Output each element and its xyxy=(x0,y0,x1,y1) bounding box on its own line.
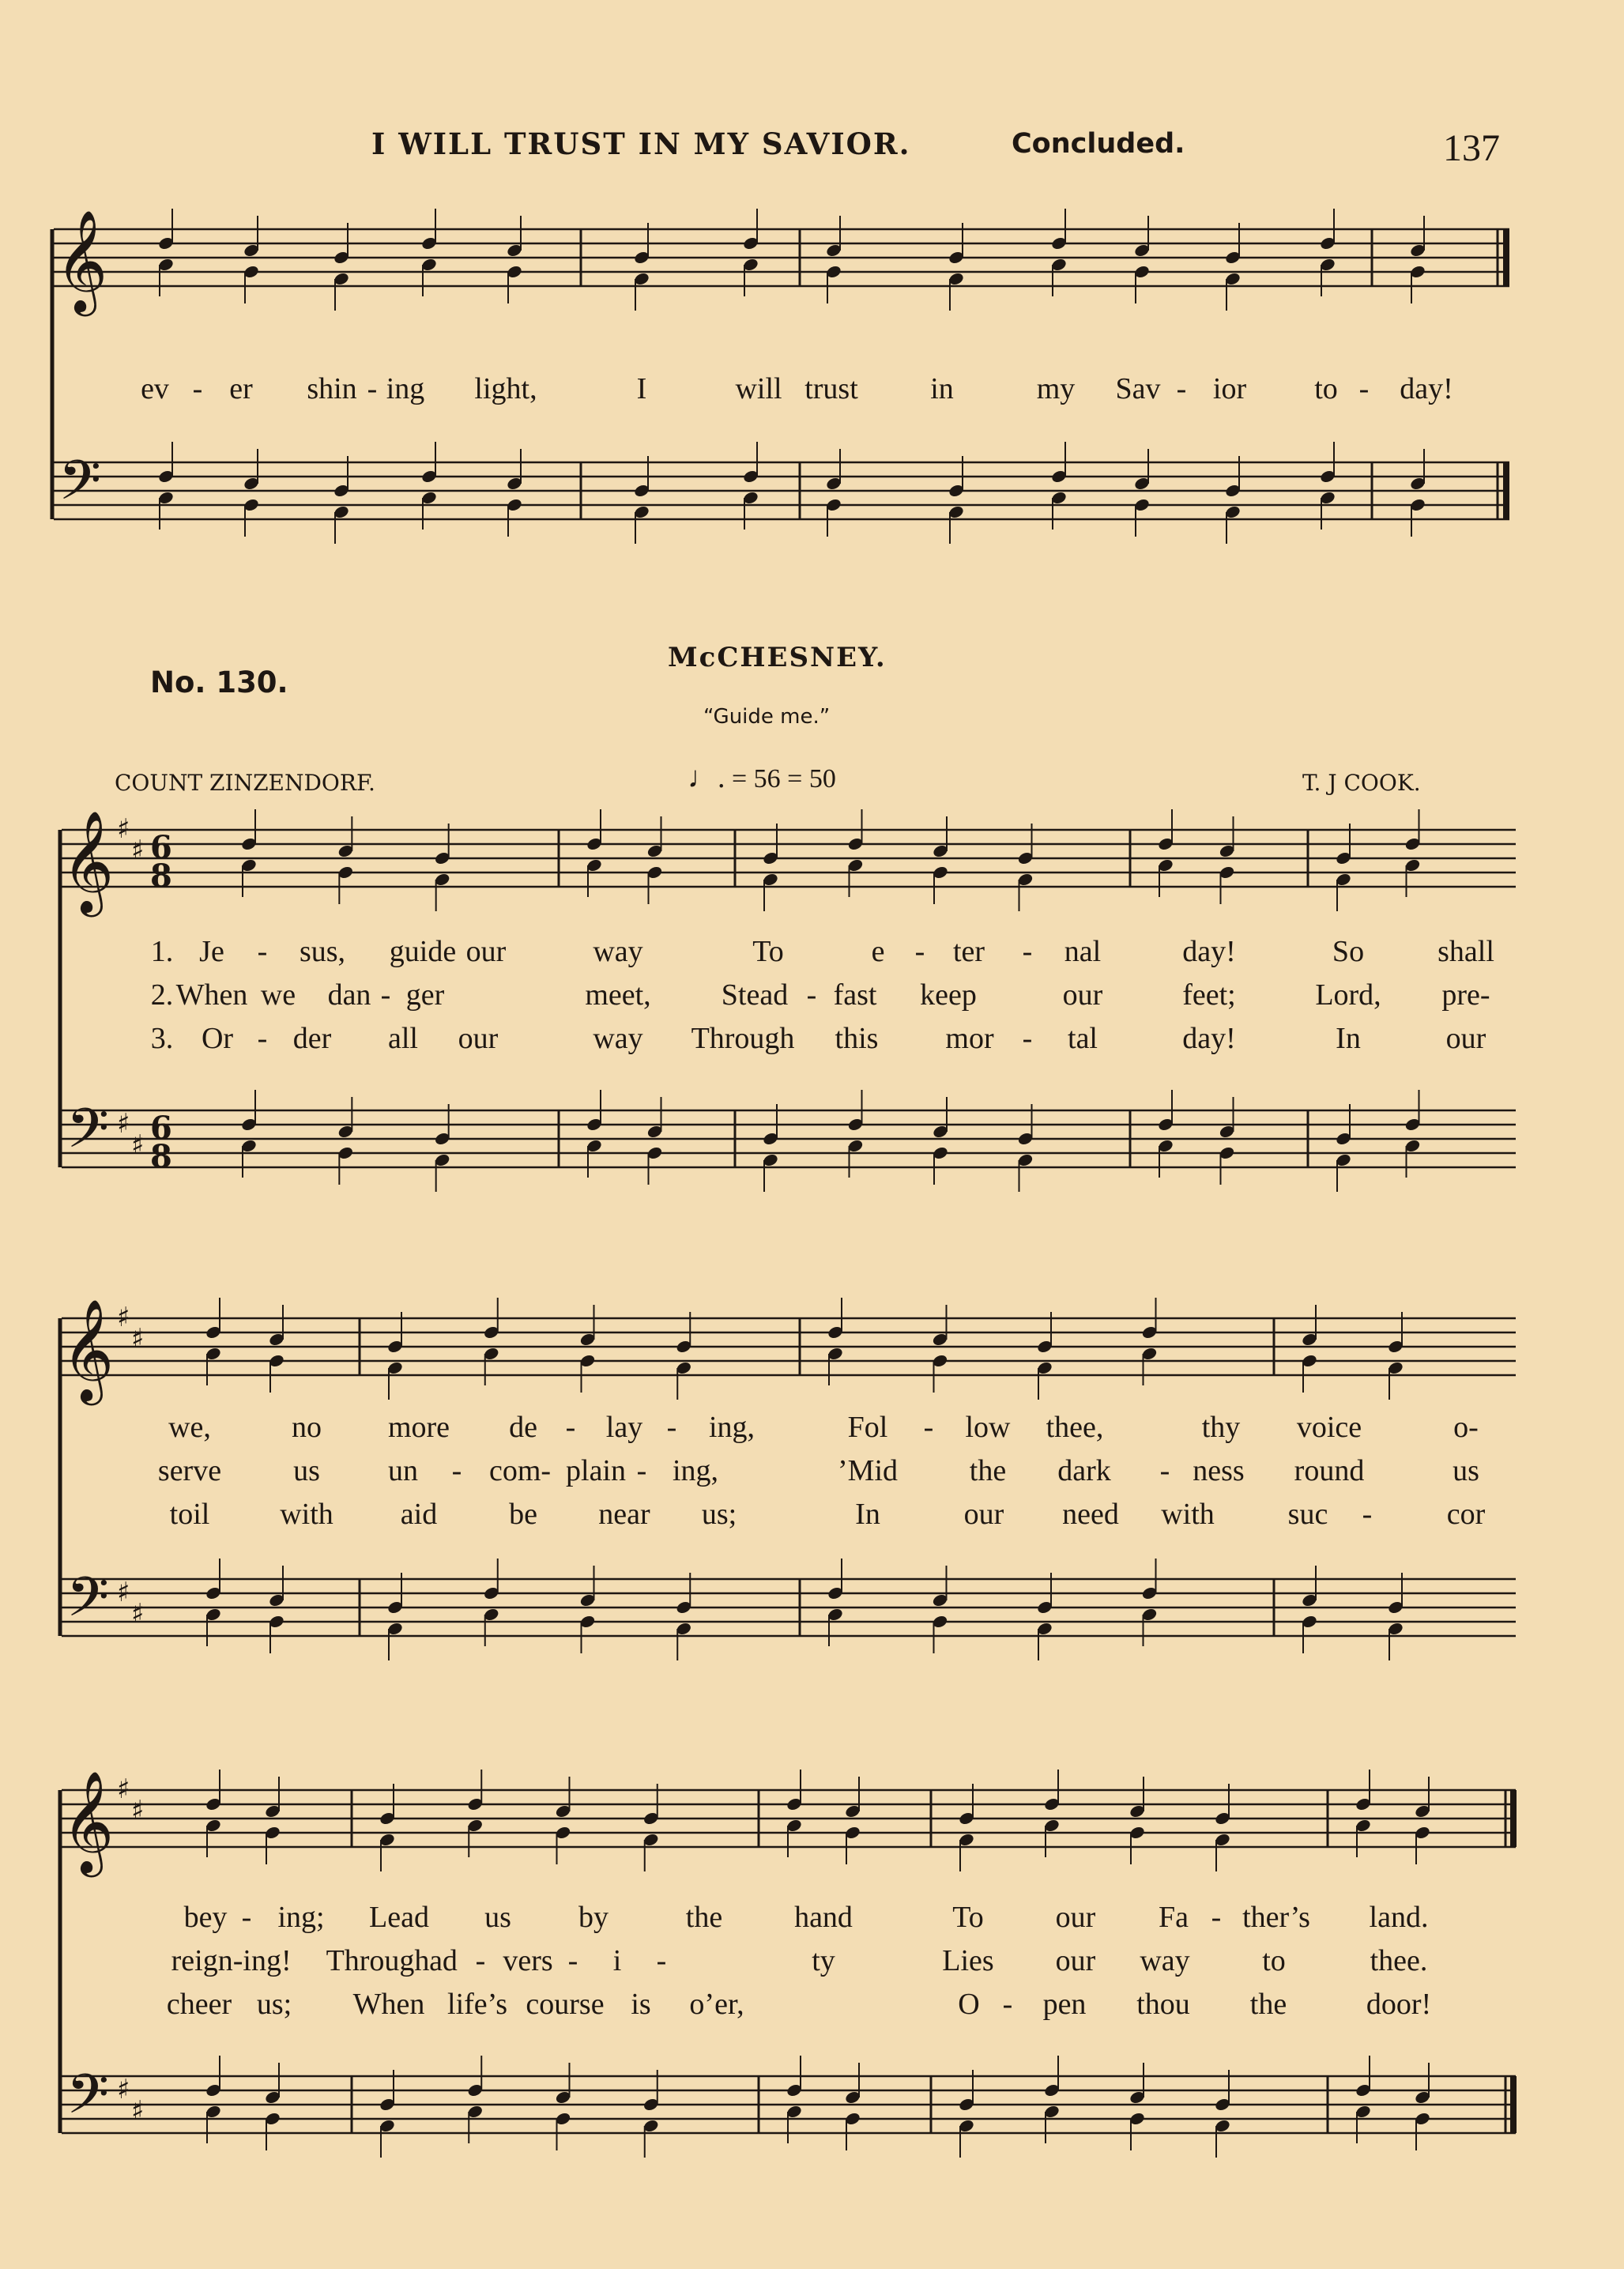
lyric-syllable: - xyxy=(257,1022,268,1055)
lyric-syllable: to xyxy=(1314,372,1338,405)
lyric-syllable: voice xyxy=(1296,1411,1362,1444)
lyric-syllable: 3. xyxy=(150,1022,174,1055)
lyric-syllable: 1. xyxy=(150,935,174,968)
sharp-icon: ♯ xyxy=(131,835,145,866)
hymn-number: No. 130. xyxy=(150,665,288,699)
lyric-syllable: more xyxy=(387,1411,450,1444)
lyric-syllable: - xyxy=(1002,1988,1013,2021)
lyric-syllable: cor xyxy=(1446,1498,1486,1531)
lyric-syllable: way xyxy=(1140,1944,1190,1977)
lyric-syllable: my xyxy=(1036,372,1076,405)
lyric-syllable: ev xyxy=(141,372,169,405)
sharp-icon: ♯ xyxy=(117,1108,130,1140)
lyric-syllable: door! xyxy=(1366,1988,1432,2021)
lyric-syllable: shall xyxy=(1437,935,1494,968)
lyric-syllable: e xyxy=(871,935,885,968)
lyric-syllable: bey xyxy=(183,1901,228,1934)
lyric-syllable: our xyxy=(963,1498,1004,1531)
bass-clef-icon: 𝄢 xyxy=(58,448,102,526)
lyric-syllable: this xyxy=(835,1022,879,1055)
lyric-syllable: low xyxy=(965,1411,1011,1444)
lyric-syllable: aid xyxy=(400,1498,438,1531)
lyric-syllable: we, xyxy=(168,1411,211,1444)
lyric-syllable: - xyxy=(1211,1901,1222,1934)
lyric-syllable: In xyxy=(1336,1022,1361,1055)
tune-title: McCHESNEY. xyxy=(668,642,887,673)
lyric-syllable: way xyxy=(593,1022,643,1055)
lyric-syllable: our xyxy=(465,935,507,968)
lyric-syllable: cheer xyxy=(166,1988,232,2021)
lyric-syllable: - xyxy=(636,1454,647,1487)
lyric-syllable: our xyxy=(1445,1022,1486,1055)
lyric-syllable: ter xyxy=(952,935,985,968)
lyric-syllable: thy xyxy=(1201,1411,1241,1444)
lyric-syllable: - xyxy=(367,372,378,405)
lyric-syllable: our xyxy=(1062,978,1103,1012)
lyric-syllable: serve xyxy=(157,1454,222,1487)
lyric-syllable: ing, xyxy=(672,1454,719,1487)
lyric-syllable: the xyxy=(685,1901,723,1934)
lyric-syllable: Through xyxy=(326,1944,430,1977)
lyric-syllable: - xyxy=(567,1944,578,1977)
lyric-syllable: - xyxy=(1022,1022,1033,1055)
lyric-syllable: our xyxy=(458,1022,499,1055)
lyric-syllable: ing, xyxy=(708,1411,755,1444)
lyric-syllable: O xyxy=(958,1988,980,2021)
sharp-icon: ♯ xyxy=(117,1773,130,1805)
lyric-syllable: ther’s xyxy=(1242,1901,1310,1934)
lyric-syllable: o’er, xyxy=(689,1988,744,2021)
lyric-syllable: shin xyxy=(307,372,357,405)
bass-clef-icon: 𝄢 xyxy=(66,1096,110,1174)
lyric-syllable: o- xyxy=(1453,1411,1479,1444)
lyric-syllable: nal xyxy=(1064,935,1102,968)
lyric-syllable: To xyxy=(952,1901,984,1934)
lyric-syllable: way xyxy=(593,935,643,968)
lyric-syllable: hand xyxy=(794,1901,853,1934)
lyric-syllable: our xyxy=(1055,1944,1096,1977)
lyric-syllable: Fol xyxy=(847,1411,888,1444)
lyric-syllable: ing xyxy=(386,372,425,405)
lyricist-credit: COUNT ZINZENDORF. xyxy=(115,770,375,796)
lyric-syllable: toil xyxy=(169,1498,210,1531)
lyric-syllable: to xyxy=(1262,1944,1286,1977)
lyric-syllable: need xyxy=(1062,1498,1119,1531)
lyric-syllable: day! xyxy=(1182,935,1236,968)
lyric-syllable: us; xyxy=(701,1498,737,1531)
time-signature-numerator: 6 xyxy=(150,1110,172,1147)
lyric-syllable: i xyxy=(612,1944,622,1977)
lyric-syllable: us; xyxy=(256,1988,292,2021)
lyric-syllable: 2. xyxy=(150,978,174,1012)
lyric-syllable: - xyxy=(475,1944,486,1977)
lyric-syllable: thou xyxy=(1136,1988,1190,2021)
lyric-syllable: ty xyxy=(812,1944,835,1977)
time-signature-denominator: 8 xyxy=(150,1138,172,1175)
lyric-syllable: Je xyxy=(199,935,224,968)
lyric-syllable: with xyxy=(1161,1498,1215,1531)
lyric-syllable: the xyxy=(1249,1988,1287,2021)
sharp-icon: ♯ xyxy=(117,1577,130,1608)
lyric-syllable: Stead xyxy=(721,978,789,1012)
composer-credit: T. J COOK. xyxy=(1302,770,1421,796)
lyric-syllable: will xyxy=(735,372,782,405)
lyric-syllable: feet; xyxy=(1182,978,1236,1012)
lyric-syllable: ing! xyxy=(243,1944,292,1977)
lyric-syllable: ness xyxy=(1193,1454,1245,1487)
lyric-syllable: com- xyxy=(488,1454,552,1487)
sharp-icon: ♯ xyxy=(117,2074,130,2105)
lyric-syllable: - xyxy=(806,978,817,1012)
lyric-syllable: trust xyxy=(804,372,858,405)
sharp-icon: ♯ xyxy=(117,813,130,845)
lyric-syllable: ior xyxy=(1212,372,1247,405)
lyric-syllable: Lead xyxy=(369,1901,429,1934)
lyric-syllable: un xyxy=(388,1454,418,1487)
lyric-syllable: thee, xyxy=(1046,1411,1104,1444)
lyric-syllable: ’Mid xyxy=(838,1454,898,1487)
lyric-syllable: To xyxy=(752,935,784,968)
lyric-syllable: So xyxy=(1332,935,1365,968)
lyric-syllable: - xyxy=(666,1411,677,1444)
tempo-note-icon: ♩. xyxy=(688,761,725,794)
tempo-value: = 56 = 50 xyxy=(732,764,836,793)
lyric-syllable: In xyxy=(855,1498,880,1531)
lyric-syllable: day! xyxy=(1400,372,1453,405)
lyric-syllable: round xyxy=(1294,1454,1365,1487)
lyric-syllable: near xyxy=(598,1498,650,1531)
lyric-syllable: - xyxy=(451,1454,462,1487)
lyric-syllable: - xyxy=(1362,1498,1373,1531)
lyric-syllable: ing; xyxy=(277,1901,325,1934)
treble-clef-icon: 𝄞 xyxy=(62,1770,115,1873)
lyric-syllable: us xyxy=(484,1901,511,1934)
lyric-syllable: - xyxy=(914,935,925,968)
lyric-syllable: our xyxy=(1055,1901,1096,1934)
lyric-syllable: - xyxy=(241,1901,252,1934)
lyric-syllable: mor xyxy=(945,1022,994,1055)
lyric-syllable: Or xyxy=(201,1022,234,1055)
lyric-syllable: Sav xyxy=(1115,372,1161,405)
lyric-syllable: - xyxy=(656,1944,667,1977)
lyric-syllable: be xyxy=(509,1498,537,1531)
lyric-syllable: land. xyxy=(1369,1901,1429,1934)
lyric-syllable: with xyxy=(280,1498,333,1531)
lyric-syllable: light, xyxy=(474,372,537,405)
lyric-syllable: lay xyxy=(605,1411,643,1444)
lyric-syllable: we xyxy=(260,978,296,1012)
lyric-syllable: - xyxy=(1358,372,1370,405)
sharp-icon: ♯ xyxy=(131,1598,145,1630)
lyric-syllable: ad xyxy=(429,1944,458,1977)
sharp-icon: ♯ xyxy=(131,2095,145,2127)
time-signature-numerator: 6 xyxy=(150,829,172,866)
lyric-syllable: suc xyxy=(1287,1498,1328,1531)
lyric-syllable: course xyxy=(526,1988,605,2021)
lyric-syllable: When xyxy=(352,1988,425,2021)
lyric-syllable: er xyxy=(229,372,253,405)
lyric-syllable: - xyxy=(192,372,203,405)
lyric-syllable: all xyxy=(388,1022,418,1055)
page-number: 137 xyxy=(1443,127,1500,169)
bass-clef-icon: 𝄢 xyxy=(66,2062,110,2139)
lyric-syllable: fast xyxy=(833,978,877,1012)
lyric-syllable: - xyxy=(923,1411,934,1444)
lyric-syllable: no xyxy=(292,1411,322,1444)
lyric-syllable: reign- xyxy=(171,1944,243,1977)
treble-clef-icon: 𝄞 xyxy=(55,209,108,312)
lyric-syllable: - xyxy=(380,978,391,1012)
lyric-syllable: Lies xyxy=(942,1944,994,1977)
lyric-syllable: I xyxy=(636,372,647,405)
sharp-icon: ♯ xyxy=(131,1129,145,1161)
lyric-syllable: us xyxy=(1453,1454,1479,1487)
time-signature-denominator: 8 xyxy=(150,857,172,895)
lyric-syllable: - xyxy=(1176,372,1187,405)
lyric-syllable: is xyxy=(631,1988,651,2021)
lyric-syllable: - xyxy=(257,935,268,968)
hymn-subtitle: “Guide me.” xyxy=(703,705,831,729)
sharp-icon: ♯ xyxy=(131,1795,145,1826)
lyric-syllable: pre- xyxy=(1441,978,1490,1012)
lyric-syllable: guide xyxy=(389,935,457,968)
lyric-syllable: ger xyxy=(405,978,445,1012)
lyric-syllable: vers xyxy=(503,1944,553,1977)
lyric-syllable: - xyxy=(1159,1454,1170,1487)
lyric-syllable: by xyxy=(578,1901,609,1934)
treble-clef-icon: 𝄞 xyxy=(62,810,115,913)
lyric-syllable: Fa xyxy=(1159,1901,1189,1934)
lyric-syllable: - xyxy=(1022,935,1033,968)
lyric-syllable: tal xyxy=(1068,1022,1098,1055)
bass-clef-icon: 𝄢 xyxy=(66,1565,110,1642)
sharp-icon: ♯ xyxy=(131,1323,145,1355)
lyric-syllable: der xyxy=(292,1022,332,1055)
lyric-syllable: in xyxy=(930,372,954,405)
lyric-syllable: life’s xyxy=(447,1988,507,2021)
lyric-syllable: thee. xyxy=(1370,1944,1428,1977)
sharp-icon: ♯ xyxy=(117,1302,130,1333)
lyric-syllable: meet, xyxy=(585,978,651,1012)
page-header-concluded: Concluded. xyxy=(1012,128,1185,160)
lyric-syllable: de xyxy=(509,1411,537,1444)
lyric-syllable: Lord, xyxy=(1315,978,1381,1012)
lyric-syllable: dan xyxy=(327,978,371,1012)
page-header-title: I WILL TRUST IN MY SAVIOR. xyxy=(371,126,911,161)
lyric-syllable: day! xyxy=(1182,1022,1236,1055)
lyric-syllable: the xyxy=(969,1454,1007,1487)
lyric-syllable: Through xyxy=(691,1022,795,1055)
lyric-syllable: dark xyxy=(1057,1454,1111,1487)
lyric-syllable: keep xyxy=(920,978,977,1012)
lyric-syllable: us xyxy=(293,1454,320,1487)
lyric-syllable: When xyxy=(175,978,248,1012)
treble-clef-icon: 𝄞 xyxy=(62,1298,115,1401)
lyric-syllable: pen xyxy=(1042,1988,1087,2021)
lyric-syllable: sus, xyxy=(299,935,346,968)
lyric-syllable: - xyxy=(565,1411,576,1444)
lyric-syllable: plain xyxy=(566,1454,626,1487)
